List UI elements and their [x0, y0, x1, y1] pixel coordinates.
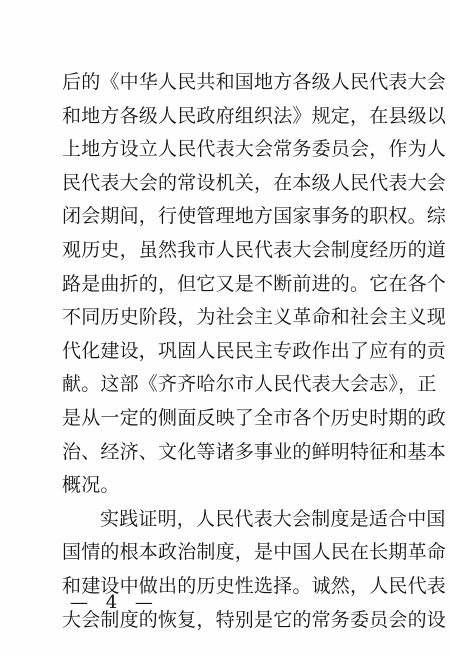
text-line: 代化建设，巩固人民民主专政作出了应有的贡 — [62, 339, 447, 362]
text-line: 和建设中做出的历史性选择。诚然，人民代表 — [62, 574, 447, 597]
text-line: 实践证明，人民代表大会制度是适合中国 — [100, 507, 446, 530]
text-line: 上地方设立人民代表大会常务委员会，作为人 — [62, 138, 447, 161]
text-line: 和地方各级人民政府组织法》规定，在县级以 — [62, 104, 447, 127]
text-line: 献。这部《齐齐哈尔市人民代表大会志》，正 — [62, 373, 437, 396]
text-line: 不同历史阶段，为社会主义革命和社会主义现 — [62, 306, 447, 329]
text-line: 治、经济、文化等诸多事业的鲜明特征和基本 — [62, 440, 447, 463]
text-line: 路是曲折的，但它又是不断前进的。它在各个 — [62, 272, 447, 295]
page-number: — 4 — — [70, 592, 159, 613]
text-line: 国情的根本政治制度，是中国人民在长期革命 — [62, 541, 447, 564]
text-line: 概况。 — [62, 474, 120, 497]
text-line: 民代表大会的常设机关，在本级人民代表大会 — [62, 171, 447, 194]
body-text — [62, 66, 447, 637]
text-line: 后的《中华人民共和国地方各级人民代表大会 — [62, 71, 447, 93]
text-line: 大会制度的恢复，特别是它的常务委员会的设 — [62, 608, 447, 631]
text-line: 是从一定的侧面反映了全市各个历史时期的政 — [62, 406, 447, 429]
text-line: 观历史，虽然我市人民代表大会制度经历的道 — [62, 238, 447, 261]
text-line: 闭会期间，行使管理地方国家事务的职权。综 — [62, 205, 447, 228]
